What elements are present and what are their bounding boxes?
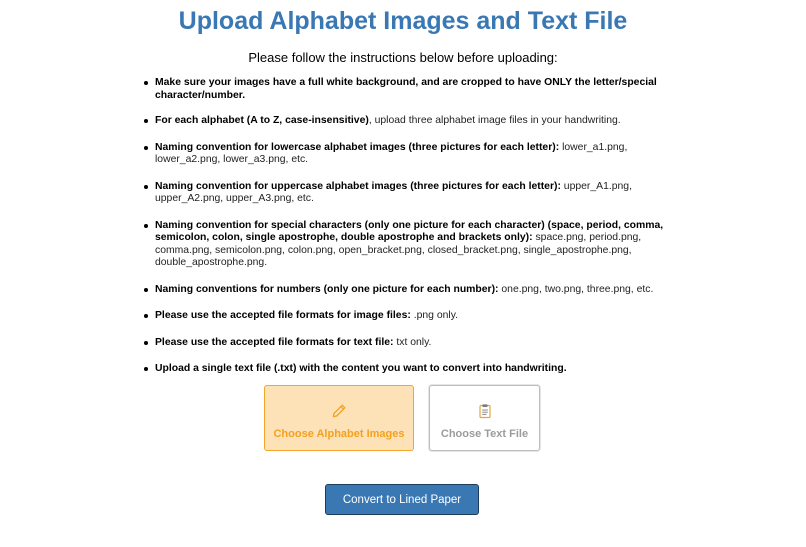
instruction-item-special-characters (155, 220, 685, 270)
instruction-plain: lower_a1.png, lower_a2.png, lower_a3.png, etc. (155, 141, 628, 165)
instruction-plain: , upload three alphabet image files in your handwriting. (368, 115, 621, 126)
instruction-bold: Naming convention for uppercase alphabet images (three pictures for each letter): (155, 180, 561, 192)
page-title: Upload Alphabet Images and Text File (178, 7, 628, 35)
choose-text-file-label: Choose Text File (440, 428, 529, 440)
instruction-bold: Naming conventions for numbers (only one picture for each number): (155, 283, 499, 295)
instruction-plain: .png only. (410, 310, 459, 321)
instruction-bold: Please use the accepted file formats for text file: (155, 336, 394, 348)
instruction-item-alphabet (155, 115, 685, 128)
instruction-item-uppercase (155, 181, 685, 206)
instruction-bold: Upload a single text file (.txt) with the content you want to convert into handwriting. (155, 363, 567, 374)
instructions-list (135, 77, 685, 376)
choose-text-file-button[interactable] (429, 385, 540, 451)
instruction-plain: upper_A1.png, upper_A2.png, upper_A3.png, etc. (155, 180, 632, 204)
instruction-bold: Please use the accepted file formats for image files: (155, 310, 411, 321)
pencil-icon (331, 403, 347, 419)
intro-text: Please follow the instructions below before uploading: (248, 50, 558, 65)
upload-buttons-row (264, 385, 544, 453)
choose-alphabet-images-label: Choose Alphabet Images (273, 428, 405, 440)
instruction-bold: For each alphabet (A to Z, case-insensitive) (155, 115, 369, 126)
instruction-bold: Naming convention for special characters (only one picture for each character) (space, period, comma, semicolon, colon, single apostrophe, double apostrophe and brackets only): (155, 219, 664, 243)
instruction-item-numbers (155, 284, 685, 297)
instruction-bold: Naming convention for lowercase alphabet images (three pictures for each letter): (155, 141, 560, 153)
instruction-item-lowercase (155, 142, 685, 167)
instruction-plain: space.png, period.png, comma.png, semicolon.png, colon.png, open_bracket.png, closed_bracket.png, single_apostrophe.png, double_apostrophe.png. (155, 232, 642, 268)
instruction-bold: Make sure your images have a full white background, and are cropped to have ONLY the letter/special character/number. (155, 77, 657, 101)
choose-alphabet-images-button[interactable] (264, 385, 414, 451)
instruction-item-background (155, 77, 685, 102)
convert-to-lined-paper-button[interactable]: Convert to Lined Paper (325, 484, 479, 515)
instruction-plain: txt only. (393, 336, 432, 348)
instruction-plain: one.png, two.png, three.png, etc. (498, 283, 654, 295)
clipboard-icon (477, 403, 493, 419)
instruction-item-text-formats (155, 337, 685, 350)
instruction-item-image-formats (155, 310, 685, 323)
instruction-item-upload-text (155, 363, 685, 376)
